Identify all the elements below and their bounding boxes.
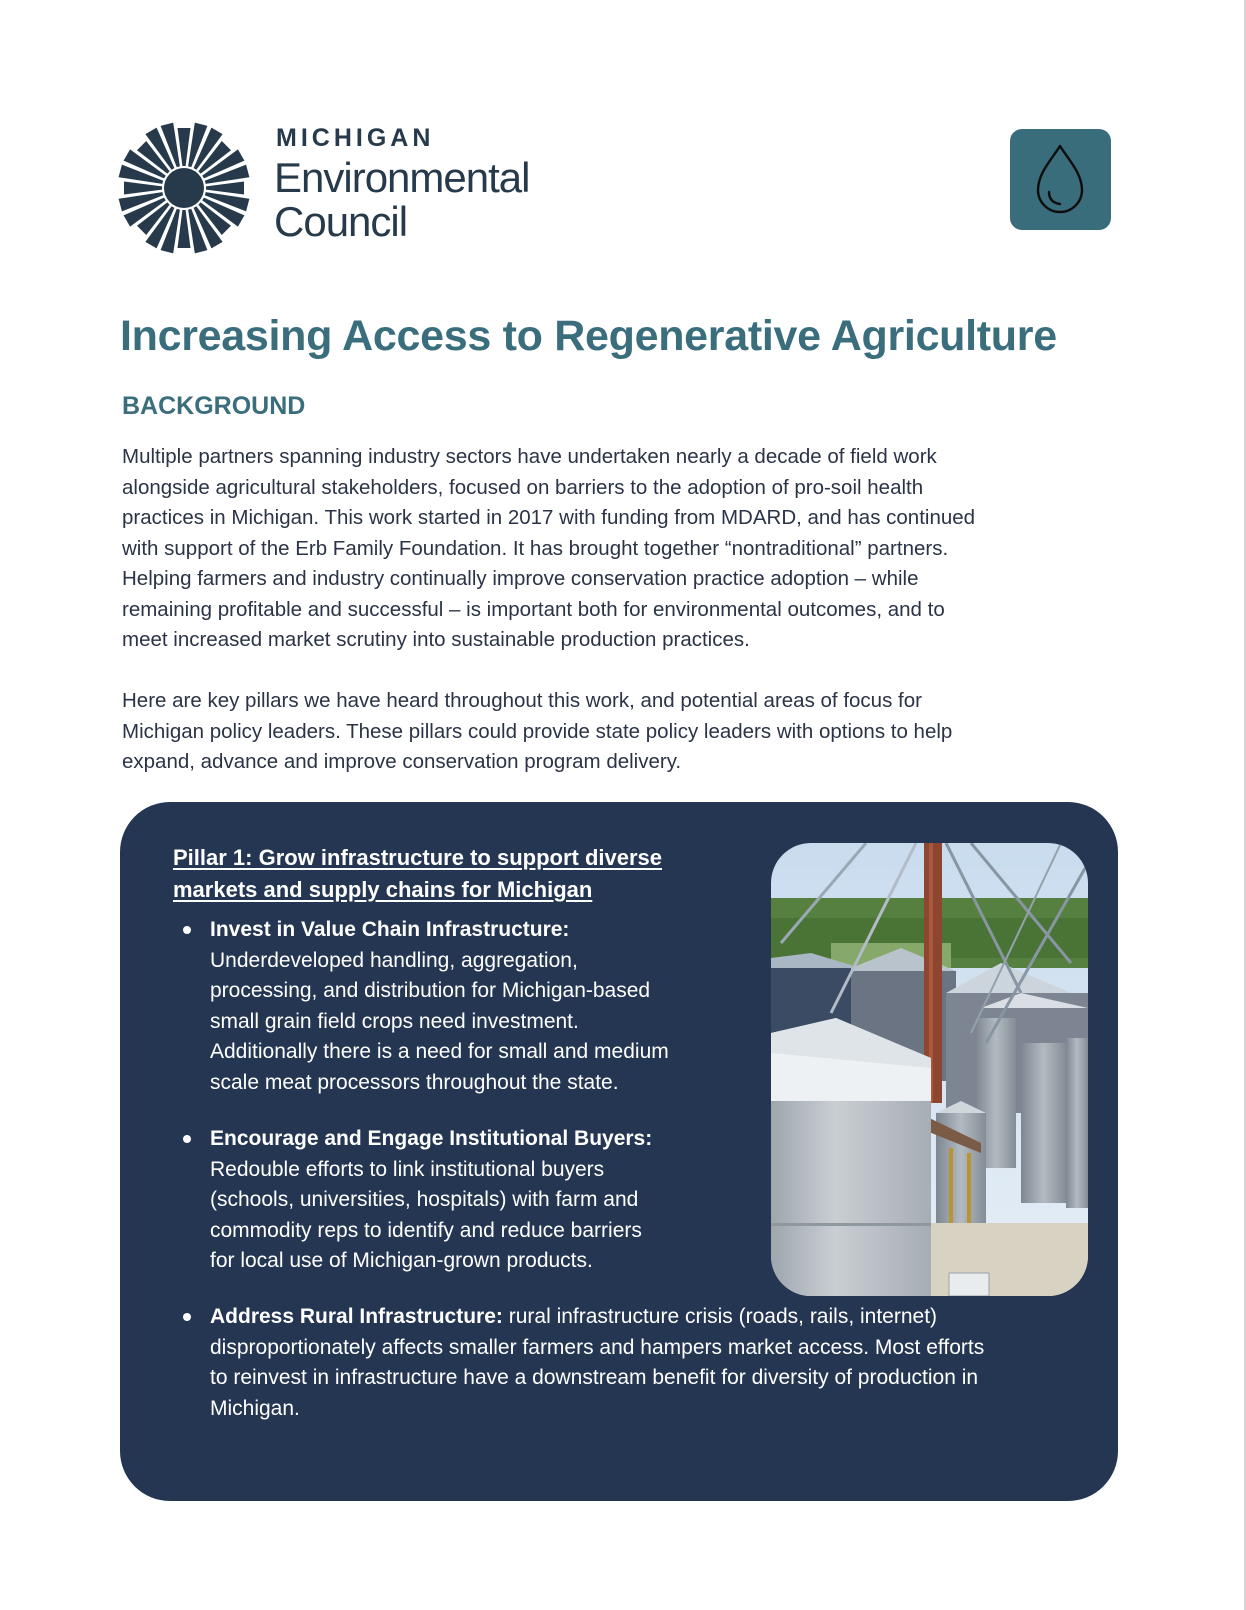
bullet-line: Underdeveloped handling, aggregation,	[210, 948, 578, 972]
pillars-intro-paragraph	[122, 686, 1082, 778]
logo-ray	[178, 128, 191, 166]
bullet-line: Redouble efforts to link institutional buyers	[210, 1157, 605, 1181]
paragraph-line: alongside agricultural stakeholders, focused on barriers to the adoption of pro-soil health	[122, 475, 924, 499]
paragraph-line: Helping farmers and industry continually improve conservation practice adoption – while	[122, 567, 919, 590]
bullet-line: disproportionately affects smaller farmers and hampers market access. Most efforts	[210, 1335, 985, 1359]
bullet-heading: Encourage and Engage Institutional Buyers:	[210, 1127, 653, 1150]
bullet-heading: Invest in Value Chain Infrastructure:	[210, 918, 570, 941]
bullet-institutional-buyers	[210, 1124, 652, 1277]
bullet-line: processing, and distribution for Michigan-based	[210, 979, 651, 1002]
paragraph-line: practices in Michigan. This work started in 2017 with funding from MDARD, and has continued	[122, 506, 976, 529]
pillar-title-line: markets and supply chains for Michigan	[173, 877, 593, 902]
bullet-line: scale meat processors throughout the state.	[210, 1070, 619, 1094]
logo-center-circle	[164, 168, 204, 208]
logo-ray	[124, 182, 162, 195]
bullet-dot-icon	[183, 1135, 191, 1143]
paragraph-line: Here are key pillars we have heard throughout this work, and potential areas of focus for	[122, 689, 922, 712]
bullet-rural-infrastructure	[210, 1302, 984, 1424]
logo-text-michigan: MICHIGAN	[276, 124, 435, 152]
paragraph-line: Michigan policy leaders. These pillars could provide state policy leaders with options to help	[122, 719, 953, 743]
grain-silos-photo	[771, 843, 1088, 1296]
bullet-line: rural infrastructure crisis (roads, rails, internet)	[502, 1305, 938, 1328]
logo-ray	[178, 210, 191, 248]
pillar-title-line: Pillar 1: Grow infrastructure to support diverse	[173, 845, 662, 870]
bullet-line: commodity reps to identify and reduce barriers	[210, 1218, 642, 1242]
paragraph-line: meet increased market scrutiny into sustainable production practices.	[122, 628, 750, 651]
bullet-line: to reinvest in infrastructure have a downstream benefit for diversity of production in	[210, 1366, 979, 1389]
paragraph-line: remaining profitable and successful – is important both for environmental outcomes, and to	[122, 597, 945, 621]
paragraph-line: Multiple partners spanning industry sectors have undertaken nearly a decade of field work	[122, 445, 937, 468]
silos-illustration	[771, 843, 1088, 1296]
pillar-title	[173, 842, 662, 906]
page-title: Increasing Access to Regenerative Agriculture	[120, 312, 1057, 360]
bullet-heading: Address Rural Infrastructure:	[210, 1305, 503, 1328]
bullet-line: Michigan.	[210, 1396, 300, 1420]
bullet-value-chain	[210, 915, 669, 1098]
logo-text-environmental: Environmental	[274, 154, 530, 201]
water-drop-icon	[1010, 129, 1111, 230]
pillar-1-panel	[120, 802, 1118, 1501]
bullet-line: small grain field crops need investment.	[210, 1009, 579, 1033]
bullet-dot-icon	[183, 1313, 191, 1321]
section-heading-background: BACKGROUND	[122, 392, 306, 420]
paragraph-line: with support of the Erb Family Foundation. It has brought together “nontraditional” partners.	[122, 536, 949, 560]
water-drop-badge	[1010, 129, 1111, 230]
logo-ray	[206, 182, 244, 195]
logo-text-council: Council	[274, 198, 408, 245]
bullet-line: (schools, universities, hospitals) with farm and	[210, 1188, 639, 1211]
sunburst-logo-icon	[118, 118, 252, 260]
bullet-line: for local use of Michigan-grown products.	[210, 1249, 593, 1272]
bullet-line: Additionally there is a need for small and medium	[210, 1040, 669, 1063]
paragraph-line: expand, advance and improve conservation program delivery.	[122, 750, 682, 773]
background-paragraph	[122, 442, 1082, 656]
bullet-dot-icon	[183, 926, 191, 934]
organization-logo	[118, 118, 558, 268]
